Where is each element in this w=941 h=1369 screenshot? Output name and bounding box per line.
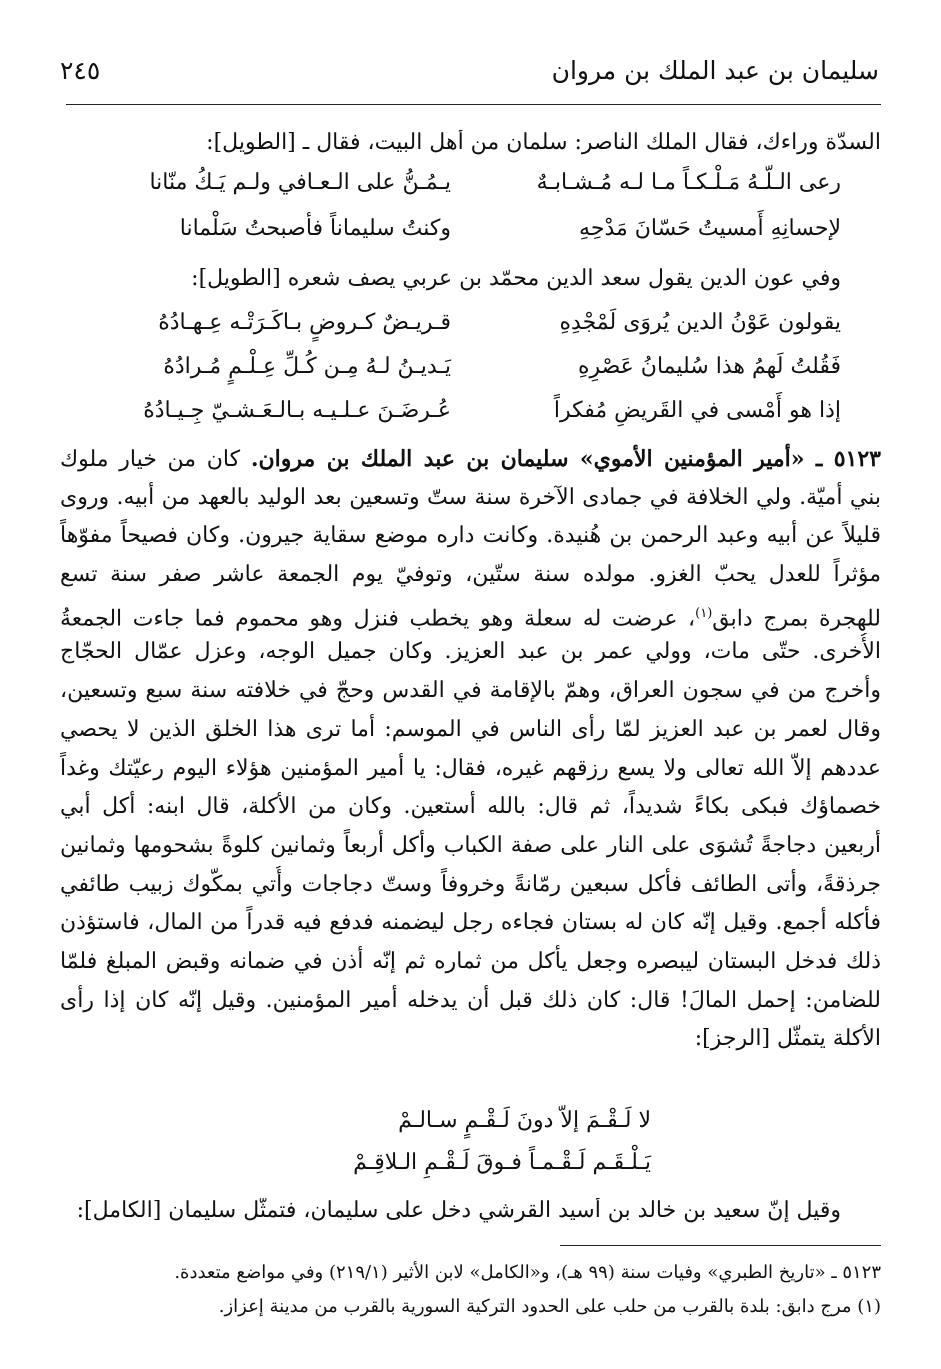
entry-line-13: فأكله أجمع. وقيل إنّه كان له بستان فجاءه رجل ليضمنه فدفع فيه قدراً من المال، فاستؤذن (60, 910, 881, 936)
footnote-1: (١) مرج دابق: بلدة بالقرب من حلب على الحدود التركية السورية بالقرب من مدينة إعزاز. (218, 1296, 881, 1317)
poem2-verse1-sadr: يقولون عَوْنُ الدين يُروَى لَمْجْدِهِ (559, 310, 841, 335)
entry-line-11: أربعين دجاجةً تُشوَى على النار على صفة الكباب وأكل أربعاً وثمانين كلوةً بشحومها وثمانين (60, 832, 881, 858)
intro-line: السدّة وراءك، فقال الملك الناصر: سلمان من أهل البيت، فقال ـ [الطويل]: (206, 130, 881, 155)
entry-line-0: كان من خيار ملوك (60, 447, 241, 472)
footnote-ref: (١) (695, 605, 713, 621)
entry-line-8: وقال لعمر بن عبد العزيز لمّا رأى الناس في الموسم: أما ترى هذا الخلق الذين لا يحصي (60, 716, 881, 742)
poem1-verse2-sadr: لإحسانِهِ أَمسيتُ حَسّانَ مَدْحِهِ (579, 216, 841, 241)
entry-line-10: خصماؤك فبكى بكاءً شديداً، ثم قال: بالله أستعين. وكان من الأكلة، قال ابنه: أكل أبي (60, 794, 881, 820)
poem1-verse1-ajz: يـمُـنُّ على الـعـافي ولـم يَـكُ منّانا (149, 170, 451, 195)
header-rule (66, 104, 881, 105)
entry-line-4a: للهجرة بمرج دابق (712, 606, 881, 632)
entry-line-9: عددهم إلاّ الله تعالى ولا يسع رزقهم غيره، فقال: يا أمير المؤمنين هؤلاء اليوم رعيّتك وغداً (60, 755, 881, 781)
poem1-verse1-sadr: رعى الـلّـهُ مَـلْـكـاً مـا لـه مُـشـابـهٌ (536, 170, 841, 195)
entry-first-line (60, 440, 881, 479)
poem2-verse3-sadr: إذا هو أَمْسى في القَريضِ مُفكراً (553, 398, 841, 423)
poem2-verse2-ajz: يَـديـنُ لـهُ مِـن كُـلِّ عِـلْـمٍ مُـرادُهُ (163, 354, 451, 379)
footnote-source: ٥١٢٣ ـ «تاريخ الطبري» وفيات سنة (٩٩ هـ)، و«الكامل» لابن الأثير (٢١٩/١) وفي مواضع متعددة. (174, 1262, 881, 1283)
poem2-verse1-ajz: قـريـضٌ كـروضٍ بـاكَـرَتْـه عِـهـادُهُ (158, 310, 451, 335)
entry-line-15: للضامن: إحمل المالَ! قال: كان ذلك قبل أن يدخله أمير المؤمنين. وقيل إنّه كان إذا رأى (60, 987, 881, 1013)
rajaz-verse-1: لا لَـقْـمَ إلاّ دونَ لَـقْـمٍ سـالـمْ (398, 1108, 651, 1133)
poem2-verse3-ajz: عُـرضَـنَ عـلـيـه بـالـعَـشـيّ جِـيـادُهُ (143, 398, 451, 423)
entry-5123 (60, 440, 881, 1059)
intro2-line: وفي عون الدين يقول سعد الدين محمّد بن عربي يصف شعره [الطويل]: (191, 266, 841, 291)
entry-line-7: وأخرج من في سجون العراق، وهمّ بالإقامة في القدس وحجّ في خلافته سنة سبع وتسعين، (60, 678, 881, 704)
entry-line-14: ذلك فدخل البستان ليبصره وجعل يأكل من ثماره ثم إنّه أذن في ضمانه وقبض المبلغ فلمّا (60, 948, 881, 974)
footnote-rule (560, 1245, 881, 1246)
entry-line-1: بني أميّة. ولي الخلافة في جمادى الآخرة سنة ستّ وتسعين بعد الوليد بالعهد من أبيه. وروى (60, 484, 881, 510)
entry-line-3: مؤثراً للعدل يحبّ الغزو. مولده سنة ستّين، وتوفيّ يوم الجمعة عاشر صفر سنة تسع (60, 562, 881, 588)
entry-line-12: جرذقةً، وأتى الطائف فأكل سبعين رمّانةً وخروفاً وستّ دجاجات وأُتي بمكّوك زبيب طائفي (60, 871, 881, 897)
running-header (60, 56, 879, 96)
poem2-verse2-sadr: فَقُلتُ لَهمُ هذا سُليمانُ عَصْرِهِ (577, 354, 841, 379)
page-number: ٢٤٥ (60, 56, 101, 85)
rajaz-verse-2: يَـلْـقَـم لَـقْـمـاً فـوقَ لَـقْـمِ الـلاقِـمْ (353, 1150, 651, 1175)
entry-line-16: الأكلة يتمثّل [الرجز]: (694, 1026, 881, 1052)
running-title: سليمان بن عبد الملك بن مروان (551, 56, 879, 85)
entry-line-2: قليلاً عن أبيه وعبد الرحمن بن هُنيدة. وكانت داره موضع سقاية جيرون. وكان فصيحاً مفوّهاً (60, 523, 881, 549)
entry-line-4b: ، عرضت له سعلة وهو يخطب فنزل وهو محموم فما جاءت الجمعةُ (60, 606, 696, 632)
poem1-verse2-ajz: وكنتُ سليماناً فأصبحتُ سَلْمانا (179, 216, 451, 241)
entry-heading: ٥١٢٣ ـ «أمير المؤمنين الأموي» سليمان بن عبد الملك بن مروان. (250, 446, 881, 472)
entry-line-4 (60, 595, 881, 634)
entry-line-6: الأُخرى. حتّى مات، وولي عمر بن عبد العزيز. وكان جميل الوجه، وعزل عمّال الحجّاج (60, 639, 881, 665)
closing-line: وقيل إنّ سعيد بن خالد بن أسيد القرشي دخل على سليمان، فتمثّل سليمان [الكامل]: (76, 1198, 841, 1223)
